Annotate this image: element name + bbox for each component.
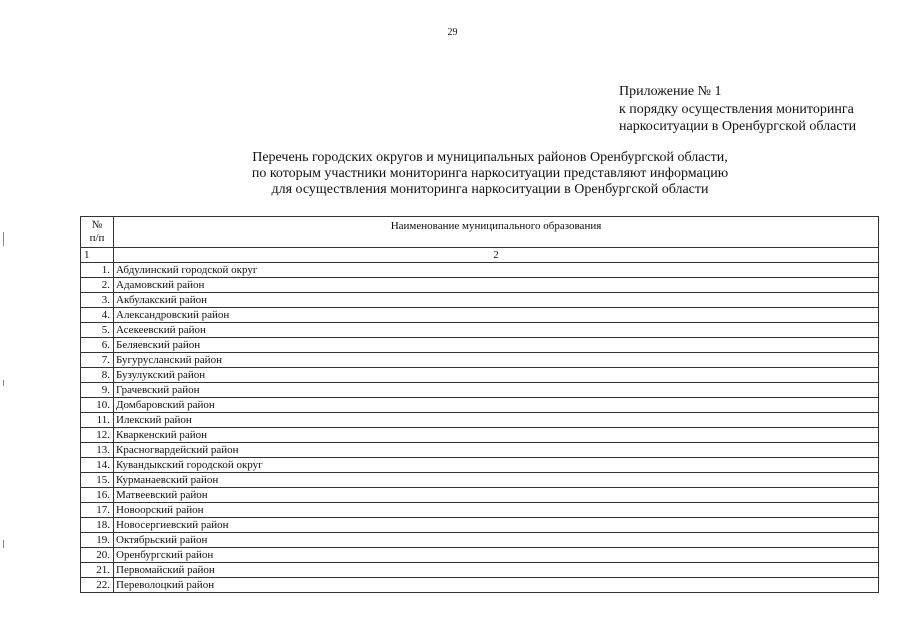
row-municipality-name: Красногвардейский район — [114, 443, 879, 458]
row-number: 6. — [81, 338, 114, 353]
index-col1: 1 — [81, 248, 114, 263]
table-row — [81, 368, 879, 383]
row-municipality-name: Оренбургский район — [114, 548, 879, 563]
appendix-block — [619, 83, 856, 136]
table-row — [81, 383, 879, 398]
row-municipality-name: Домбаровский район — [114, 398, 879, 413]
table-row — [81, 293, 879, 308]
row-number: 16. — [81, 488, 114, 503]
row-municipality-name: Первомайский район — [114, 563, 879, 578]
row-municipality-name: Курманаевский район — [114, 473, 879, 488]
row-number: 11. — [81, 413, 114, 428]
table-row — [81, 458, 879, 473]
table-row — [81, 428, 879, 443]
row-number: 3. — [81, 293, 114, 308]
row-number: 14. — [81, 458, 114, 473]
row-municipality-name: Октябрьский район — [114, 533, 879, 548]
row-municipality-name: Адамовский район — [114, 278, 879, 293]
row-number: 5. — [81, 323, 114, 338]
table-row — [81, 443, 879, 458]
table-body — [81, 263, 879, 593]
row-municipality-name: Акбулакский район — [114, 293, 879, 308]
row-number: 18. — [81, 518, 114, 533]
table-index-row — [81, 248, 879, 263]
page-number: 29 — [447, 27, 458, 38]
table-row — [81, 578, 879, 593]
table-row — [81, 353, 879, 368]
title-line: для осуществления мониторинга наркоситуации в Оренбургской области — [271, 182, 709, 197]
table-header-row — [81, 217, 879, 248]
header-number-abbr: п/п — [89, 232, 105, 244]
row-number: 4. — [81, 308, 114, 323]
row-number: 21. — [81, 563, 114, 578]
row-municipality-name: Абдулинский городской округ — [114, 263, 879, 278]
row-municipality-name: Кувандыкский городской округ — [114, 458, 879, 473]
row-municipality-name: Матвеевский район — [114, 488, 879, 503]
row-number: 10. — [81, 398, 114, 413]
row-municipality-name: Новосергиевский район — [114, 518, 879, 533]
row-municipality-name: Асекеевский район — [114, 323, 879, 338]
row-number: 17. — [81, 503, 114, 518]
row-number: 13. — [81, 443, 114, 458]
header-number — [81, 217, 114, 248]
index-col2: 2 — [114, 248, 879, 263]
row-number: 1. — [81, 263, 114, 278]
table-row — [81, 278, 879, 293]
appendix-title: Приложение № 1 — [619, 84, 722, 99]
header-name: Наименование муниципального образования — [114, 217, 879, 248]
row-municipality-name: Бузулукский район — [114, 368, 879, 383]
table-row — [81, 338, 879, 353]
table-row — [81, 263, 879, 278]
row-municipality-name: Илекский район — [114, 413, 879, 428]
row-number: 7. — [81, 353, 114, 368]
title-line: Перечень городских округов и муниципальных районов Оренбургской области, — [252, 150, 728, 165]
scan-margin-mark — [3, 540, 4, 548]
row-municipality-name: Бугурусланский район — [114, 353, 879, 368]
appendix-subtitle-line: к порядку осуществления мониторинга — [619, 101, 854, 117]
table-row — [81, 563, 879, 578]
row-municipality-name: Грачевский район — [114, 383, 879, 398]
row-number: 2. — [81, 278, 114, 293]
row-number: 19. — [81, 533, 114, 548]
row-municipality-name: Александровский район — [114, 308, 879, 323]
row-municipality-name: Новоорский район — [114, 503, 879, 518]
row-number: 8. — [81, 368, 114, 383]
row-number: 22. — [81, 578, 114, 593]
table-row — [81, 413, 879, 428]
table-row — [81, 398, 879, 413]
municipality-table — [80, 216, 879, 593]
row-number: 9. — [81, 383, 114, 398]
table-row — [81, 473, 879, 488]
row-number: 15. — [81, 473, 114, 488]
table-row — [81, 323, 879, 338]
table-row — [81, 518, 879, 533]
row-number: 20. — [81, 548, 114, 563]
header-number-symbol: № — [91, 219, 103, 231]
row-municipality-name: Переволоцкий район — [114, 578, 879, 593]
appendix-subtitle-line: наркоситуации в Оренбургской области — [619, 119, 857, 134]
title-line: по которым участники мониторинга наркоситуации представляют информацию — [251, 166, 729, 181]
table-row — [81, 548, 879, 563]
table-row — [81, 533, 879, 548]
row-municipality-name: Кваркенский район — [114, 428, 879, 443]
row-municipality-name: Беляевский район — [114, 338, 879, 353]
table-row — [81, 488, 879, 503]
row-number: 12. — [81, 428, 114, 443]
table-row — [81, 503, 879, 518]
document-title — [150, 150, 830, 198]
table-row — [81, 308, 879, 323]
scan-margin-mark — [3, 380, 4, 386]
scan-margin-mark — [3, 232, 4, 246]
